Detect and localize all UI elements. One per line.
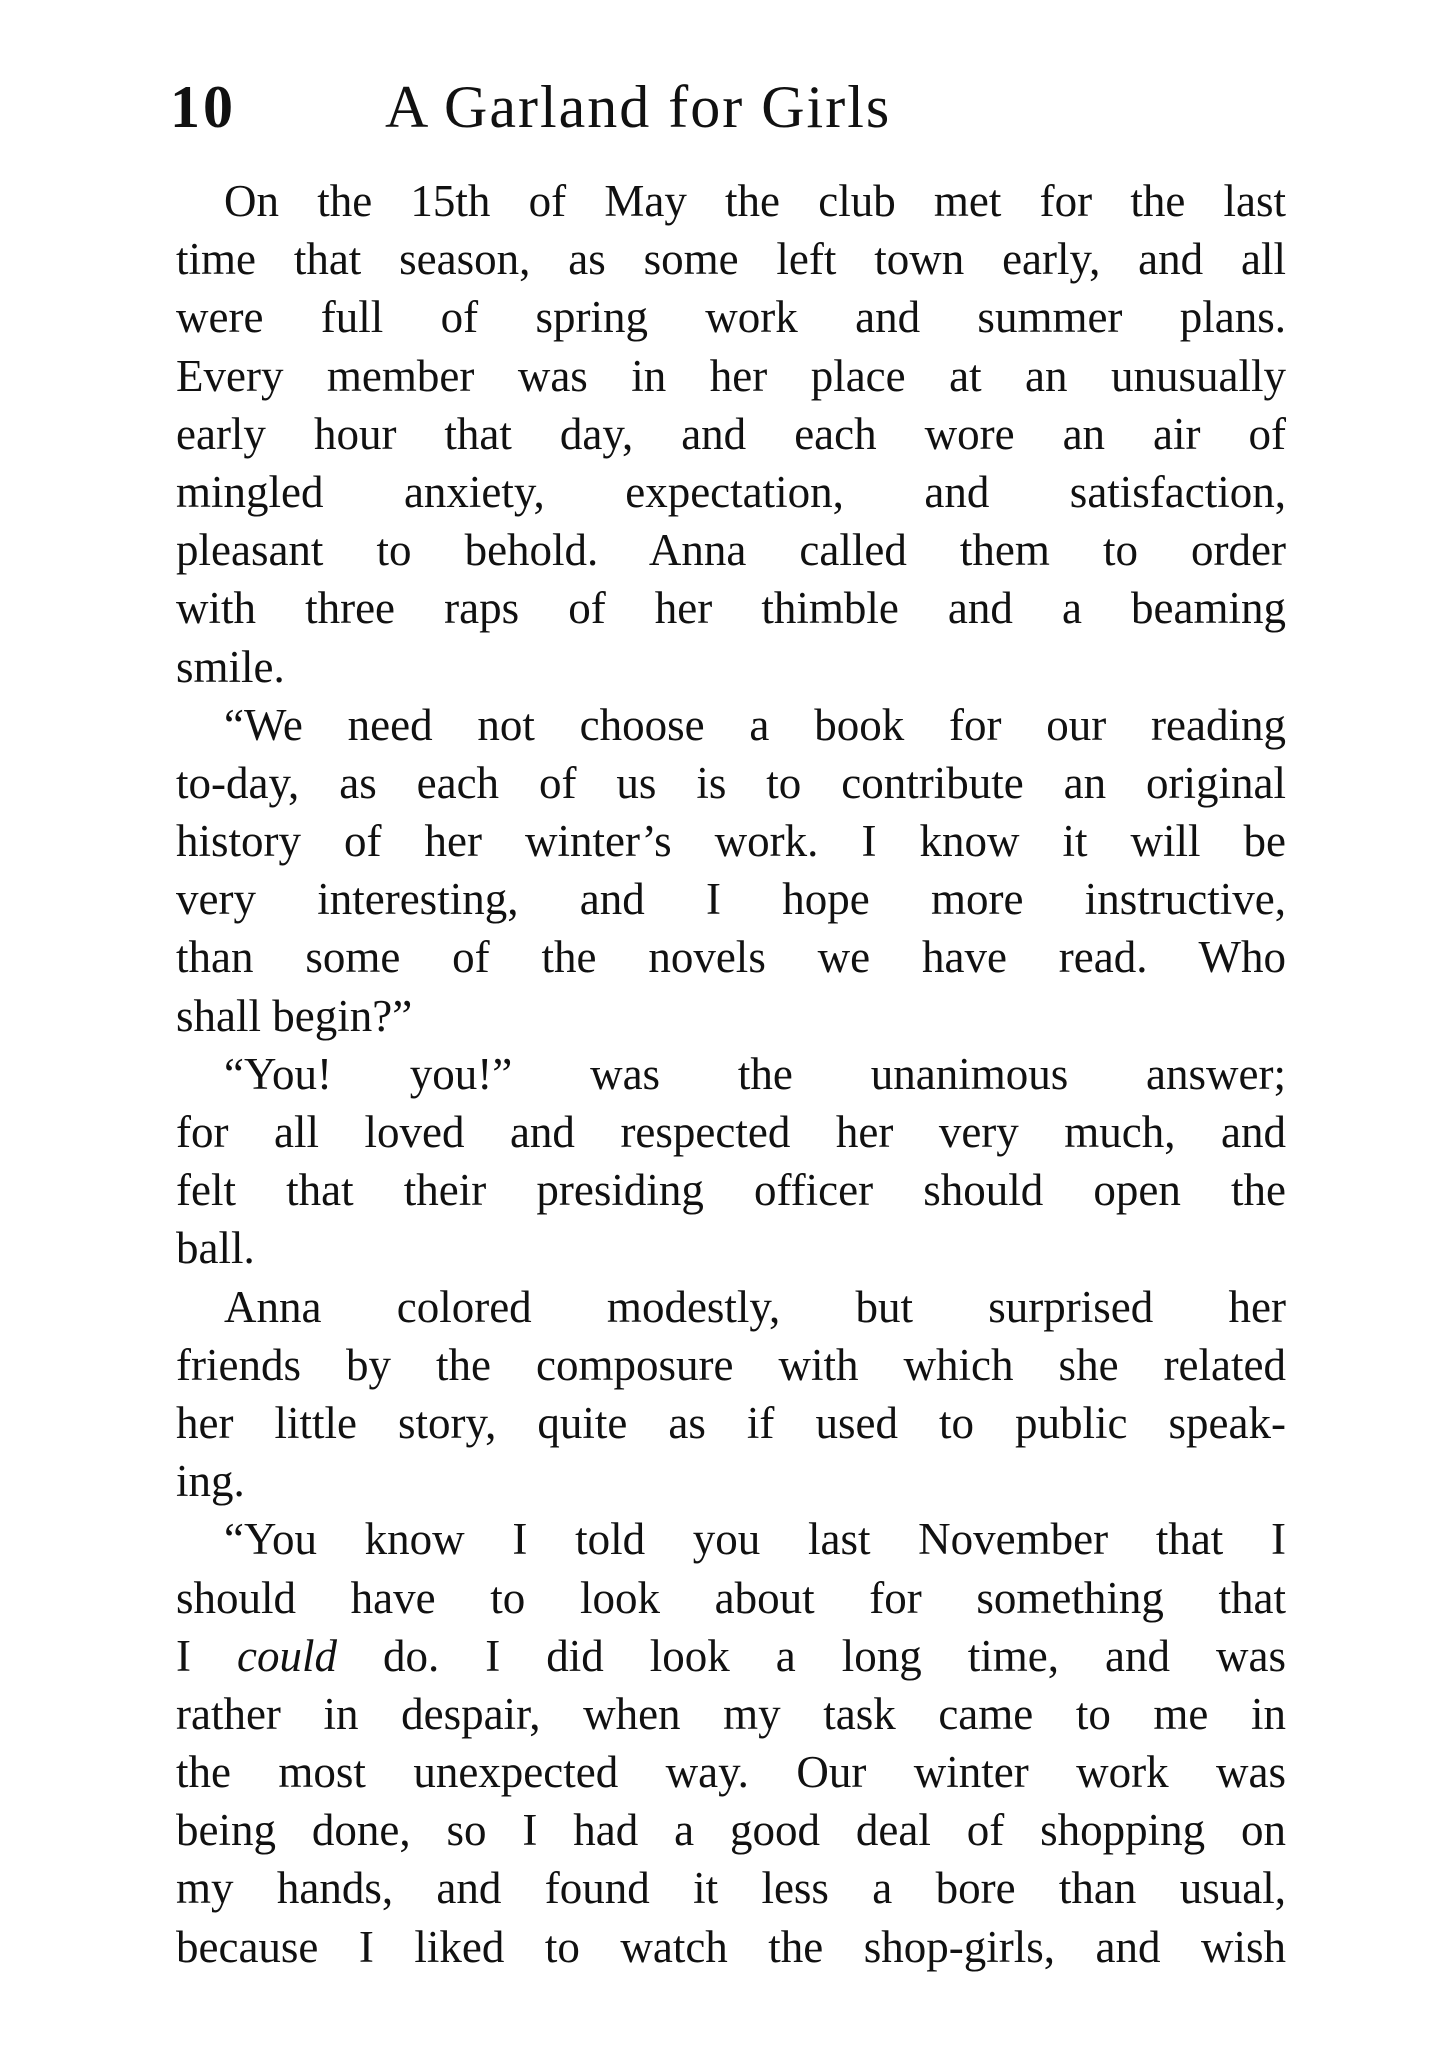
- text-line: were full of spring work and summer plans.: [176, 292, 1286, 343]
- text-line: time that season, as some left town early, and all: [176, 234, 1286, 285]
- text-line: “You! you!” was the unanimous answer;: [224, 1048, 1286, 1099]
- text-line: to-day, as each of us is to contribute an original: [176, 757, 1286, 808]
- text-line: being done, so I had a good deal of shopping on: [176, 1805, 1286, 1856]
- text-line: rather in despair, when my task came to me in: [176, 1688, 1286, 1739]
- text-line: early hour that day, and each wore an air of: [176, 408, 1286, 459]
- text-line: her little story, quite as if used to public speak-: [176, 1397, 1286, 1448]
- running-head: [170, 62, 1290, 152]
- text-line: felt that their presiding officer should open the: [176, 1165, 1286, 1216]
- text-segment: I: [176, 1630, 237, 1681]
- text-line: mingled anxiety, expectation, and satisfaction,: [176, 466, 1286, 517]
- text-line: because I liked to watch the shop-girls, and wish: [176, 1921, 1286, 1972]
- text-line: “You know I told you last November that I: [224, 1514, 1286, 1565]
- text-line: than some of the novels we have read. Who: [176, 932, 1286, 983]
- text-line: Anna colored modestly, but surprised her: [224, 1281, 1286, 1332]
- running-title: A Garland for Girls: [385, 74, 892, 140]
- page-number: 10: [170, 74, 236, 140]
- text-line: history of her winter’s work. I know it will be: [176, 816, 1286, 867]
- text-line: for all loved and respected her very much, and: [176, 1107, 1286, 1157]
- text-line: should have to look about for something that: [176, 1572, 1286, 1623]
- text-line: ball.: [176, 1223, 255, 1274]
- body-text: [176, 172, 1286, 1976]
- text-line: friends by the composure with which she related: [176, 1339, 1286, 1390]
- text-line: very interesting, and I hope more instructive,: [176, 874, 1286, 925]
- text-line: smile.: [176, 641, 285, 692]
- text-line: ing.: [176, 1456, 245, 1507]
- text-line: pleasant to behold. Anna called them to order: [176, 525, 1286, 576]
- text-line: with three raps of her thimble and a beaming: [176, 583, 1286, 634]
- text-line-with-italic: [176, 1627, 1286, 1685]
- text-line: the most unexpected way. Our winter work was: [176, 1747, 1286, 1798]
- text-segment: do. I did look a long time, and was: [336, 1630, 1286, 1681]
- text-line: Every member was in her place at an unusually: [176, 350, 1286, 401]
- text-line: “We need not choose a book for our reading: [224, 699, 1286, 750]
- text-line: my hands, and found it less a bore than usual,: [176, 1863, 1286, 1914]
- italic-emphasis: could: [237, 1630, 337, 1681]
- text-line: On the 15th of May the club met for the last: [224, 176, 1286, 226]
- text-line: shall begin?”: [176, 990, 413, 1041]
